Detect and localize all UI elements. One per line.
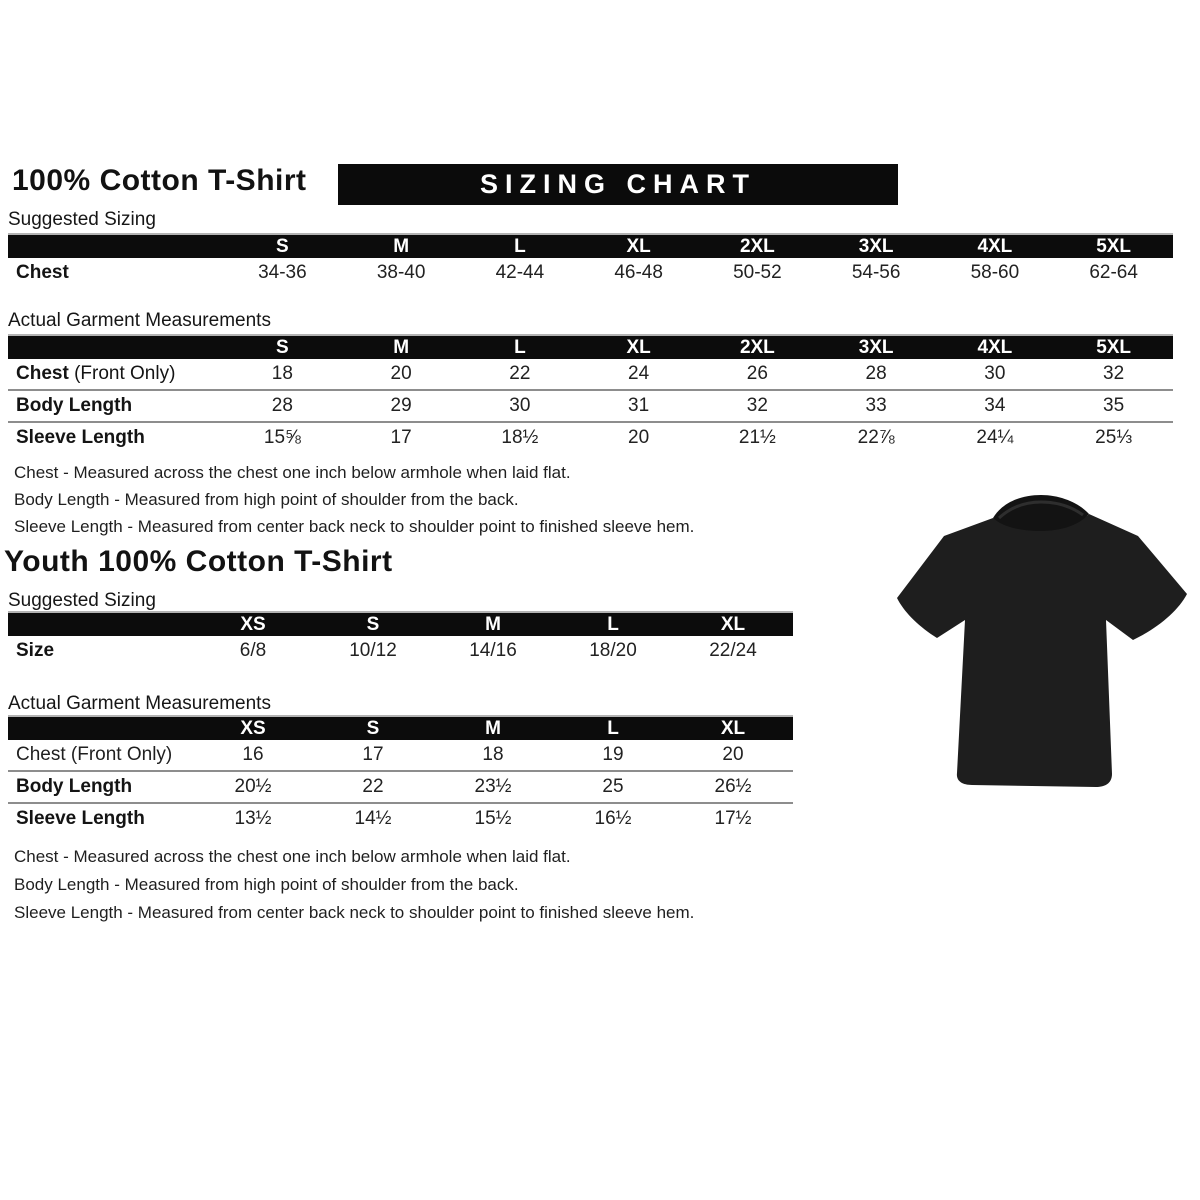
note-chest: Chest - Measured across the chest one inch below armhole when laid flat.	[14, 847, 571, 866]
cell-value: 46-48	[614, 262, 663, 283]
adult-actual-measurements-table	[8, 334, 1173, 453]
column-header-m: M	[342, 335, 461, 359]
cell-value: 20	[722, 744, 744, 765]
cell-value: 14½	[354, 808, 392, 829]
column-header-blank	[8, 335, 223, 359]
youth-actual-measurements-label: Actual Garment Measurements	[8, 693, 271, 714]
note-sleeve-length: Sleeve Length - Measured from center back neck to shoulder point to finished sleeve hem.	[14, 517, 695, 536]
column-header-s: S	[223, 335, 342, 359]
cell-value: 20	[628, 427, 650, 448]
cell-value: 18	[271, 363, 293, 384]
column-header-blank	[8, 716, 193, 740]
column-header-xl: XL	[673, 716, 793, 740]
column-header-3xl: 3XL	[817, 335, 936, 359]
table-row	[8, 422, 1173, 453]
cell-value: 14/16	[469, 640, 517, 661]
cell-value: 30	[984, 363, 1006, 384]
adult-suggested-sizing-label: Suggested Sizing	[8, 209, 156, 230]
cell-value: 15⅝	[263, 427, 301, 448]
column-header-4xl: 4XL	[936, 335, 1055, 359]
column-header-xs: XS	[193, 612, 313, 636]
tshirt-body-shape	[897, 514, 1187, 787]
cell-value: 25	[602, 776, 624, 797]
column-header-l: L	[553, 716, 673, 740]
cell-value: 23½	[474, 776, 512, 797]
sizing-chart-banner-label: SIZING CHART	[480, 169, 756, 199]
cell-value: 26	[746, 363, 768, 384]
cell-value: 22	[509, 363, 531, 384]
column-header-xs: XS	[193, 716, 313, 740]
cell-value: 29	[390, 395, 412, 416]
table-row	[8, 636, 793, 666]
row-label: Chest (Front Only)	[16, 363, 176, 384]
black-tshirt-photo	[890, 478, 1195, 808]
note-body-length: Body Length - Measured from high point of shoulder from the back.	[14, 875, 519, 894]
cell-value: 21½	[738, 427, 776, 448]
cell-value: 13½	[234, 808, 272, 829]
column-header-m: M	[433, 716, 553, 740]
cell-value: 34-36	[258, 262, 307, 283]
row-label: Chest	[16, 262, 69, 283]
adult-actual-measurements-label: Actual Garment Measurements	[8, 310, 271, 331]
cell-value: 22⅞	[857, 427, 895, 448]
column-header-m: M	[342, 234, 461, 258]
table-row	[8, 258, 1173, 288]
cell-value: 32	[1103, 363, 1125, 384]
column-header-l: L	[461, 335, 580, 359]
cell-value: 18/20	[589, 640, 637, 661]
column-header-2xl: 2XL	[698, 335, 817, 359]
row-label: Size	[16, 640, 55, 661]
cell-value: 19	[602, 744, 624, 765]
table-row	[8, 359, 1173, 390]
column-header-s: S	[313, 716, 433, 740]
cell-value: 34	[984, 395, 1006, 416]
cell-value: 16½	[594, 808, 632, 829]
youth-suggested-sizing-table	[8, 611, 793, 666]
cell-value: 18½	[501, 427, 539, 448]
column-header-blank	[8, 234, 223, 258]
cell-value: 35	[1103, 395, 1125, 416]
cell-value: 6/8	[239, 640, 267, 661]
cell-value: 54-56	[851, 262, 901, 283]
cell-value: 33	[865, 395, 887, 416]
cell-value: 20½	[234, 776, 272, 797]
row-label: Chest (Front Only)	[16, 744, 173, 765]
cell-value: 38-40	[376, 262, 426, 283]
adult-measurement-notes	[14, 459, 694, 540]
cell-value: 18	[482, 744, 504, 765]
cell-value: 20	[390, 363, 412, 384]
cell-value: 17	[390, 427, 412, 448]
table-row	[8, 771, 793, 803]
cell-value: 22	[362, 776, 384, 797]
cell-value: 24¼	[976, 427, 1014, 448]
youth-suggested-sizing-label: Suggested Sizing	[8, 590, 156, 611]
cell-value: 16	[242, 744, 264, 765]
column-header-s: S	[223, 234, 342, 258]
cell-value: 28	[865, 363, 887, 384]
note-sleeve-length: Sleeve Length - Measured from center back neck to shoulder point to finished sleeve hem.	[14, 903, 695, 922]
column-header-m: M	[433, 612, 553, 636]
cell-value: 28	[271, 395, 293, 416]
row-label: Body Length	[16, 776, 133, 797]
column-header-l: L	[461, 234, 580, 258]
cell-value: 42-44	[495, 262, 545, 283]
adult-section-title: 100% Cotton T-Shirt	[12, 164, 307, 197]
cell-value: 15½	[474, 808, 512, 829]
cell-value: 58-60	[970, 262, 1020, 283]
cell-value: 24	[628, 363, 650, 384]
column-header-s: S	[313, 612, 433, 636]
cell-value: 22/24	[709, 640, 757, 661]
adult-suggested-sizing-table	[8, 233, 1173, 288]
row-label: Sleeve Length	[16, 808, 145, 829]
cell-value: 32	[746, 395, 768, 416]
cell-value: 31	[628, 395, 650, 416]
cell-value: 30	[509, 395, 531, 416]
column-header-xl: XL	[673, 612, 793, 636]
cell-value: 62-64	[1089, 262, 1138, 283]
table-row	[8, 390, 1173, 422]
column-header-4xl: 4XL	[936, 234, 1055, 258]
sizing-chart-banner	[338, 164, 898, 205]
cell-value: 17½	[714, 808, 752, 829]
youth-section-title: Youth 100% Cotton T-Shirt	[4, 545, 393, 578]
column-header-5xl: 5XL	[1054, 335, 1173, 359]
column-header-5xl: 5XL	[1054, 234, 1173, 258]
table-row	[8, 740, 793, 771]
cell-value: 26½	[714, 776, 752, 797]
cell-value: 25⅓	[1095, 427, 1133, 448]
column-header-2xl: 2XL	[698, 234, 817, 258]
cell-value: 10/12	[349, 640, 397, 661]
column-header-3xl: 3XL	[817, 234, 936, 258]
cell-value: 17	[362, 744, 384, 765]
row-label: Body Length	[16, 395, 133, 416]
column-header-blank	[8, 612, 193, 636]
column-header-xl: XL	[579, 335, 698, 359]
column-header-l: L	[553, 612, 673, 636]
column-header-xl: XL	[579, 234, 698, 258]
youth-measurement-notes	[14, 843, 694, 927]
table-row	[8, 803, 793, 834]
youth-actual-measurements-table	[8, 715, 793, 834]
note-chest: Chest - Measured across the chest one inch below armhole when laid flat.	[14, 463, 571, 482]
row-label: Sleeve Length	[16, 427, 145, 448]
note-body-length: Body Length - Measured from high point of shoulder from the back.	[14, 490, 519, 509]
cell-value: 50-52	[733, 262, 782, 283]
